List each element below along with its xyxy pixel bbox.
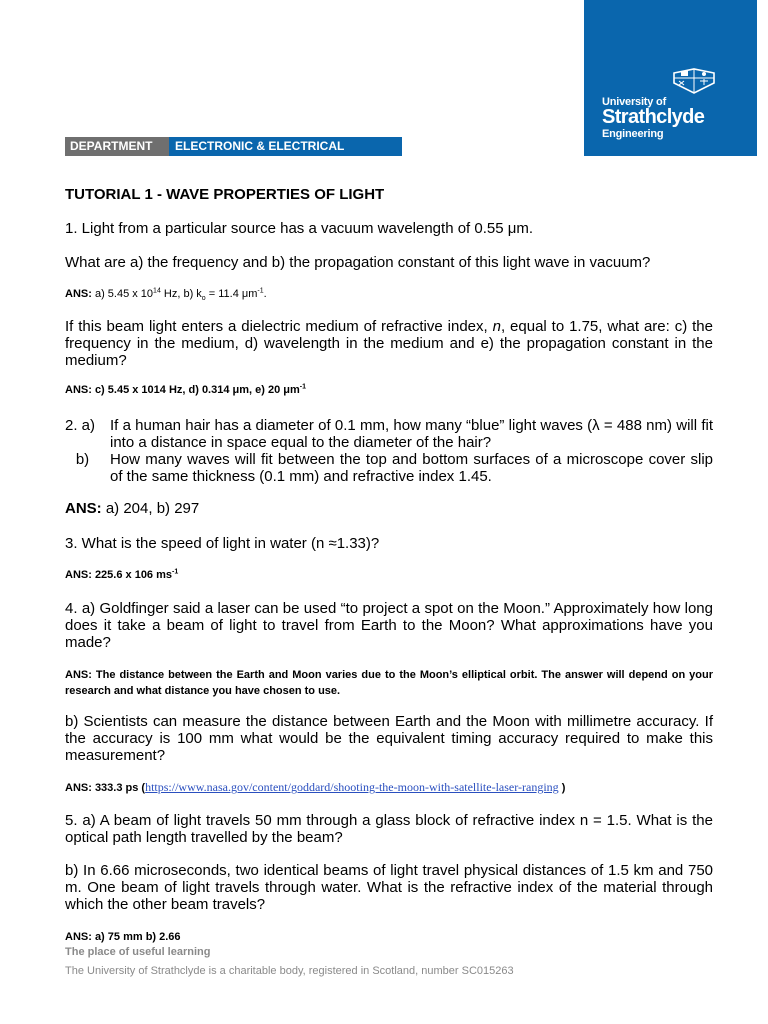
q1-answer-label: ANS:: [65, 288, 92, 300]
q4-b-answer: [65, 779, 713, 796]
q3-text: 3. What is the speed of light in water (n ≈1.33)?: [65, 535, 380, 552]
logo-line-2: Strathclyde: [602, 106, 705, 128]
nasa-link[interactable]: https://www.nasa.gov/content/goddard/shooting-the-moon-with-satellite-laser-ranging: [145, 780, 559, 794]
footer-tagline: The place of useful learning: [65, 946, 211, 958]
q1-answer: [65, 286, 713, 302]
q3-answer-text: ANS: 225.6 x 106 ms: [65, 569, 173, 581]
q1-part2-answer-text: ANS: c) 5.45 x 1014 Hz, d) 0.314 μm, e) 20 μm: [65, 384, 300, 396]
q5-b-text: b) In 6.66 microseconds, two identical beams of light travel physical distances of 1.5 km and 750 m. One beam of light travels through water. What is the refractive index of the material through which the other beam travels?: [65, 862, 713, 913]
footer-charity-notice: The University of Strathclyde is a charitable body, registered in Scotland, number SC015263: [65, 965, 514, 977]
q2-answer-label: ANS:: [65, 500, 102, 517]
university-logo: [584, 0, 757, 156]
department-name: ELECTRONIC & ELECTRICAL ENGINEERING: [169, 137, 402, 156]
q2-part-b: [65, 451, 713, 485]
q1-part2: [65, 318, 713, 369]
page-title: TUTORIAL 1 - WAVE PROPERTIES OF LIGHT: [65, 186, 385, 203]
q5-a-text: 5. a) A beam of light travels 50 mm through a glass block of refractive index n = 1.5. What is the optical path length travelled by the beam?: [65, 812, 713, 846]
q2-part-a: [65, 417, 713, 451]
q1-answer-a: a) 5.45 x 10: [91, 288, 154, 300]
q2-b-label: b): [75, 451, 90, 468]
crest-icon: [666, 67, 722, 95]
q1-answer-a-post: Hz, b) k: [160, 288, 202, 300]
department-label: DEPARTMENT OF: [65, 137, 169, 156]
q1-answer-b: = 11.4 μm: [205, 288, 258, 300]
department-banner: [65, 137, 402, 172]
logo-line-3: Engineering: [602, 128, 664, 140]
q5-answer: ANS: a) 75 mm b) 2.66: [65, 931, 181, 943]
q2-answer: [65, 500, 713, 517]
q1-answer-b-exp: -1: [257, 287, 264, 295]
q2-b-text: How many waves will fit between the top and bottom surfaces of a microscope cover slip of the same thickness (0.1 mm) and refractive index 1.45.: [110, 451, 713, 485]
q3-answer-exp: -1: [172, 568, 179, 576]
q1-part2-n: n: [492, 318, 501, 335]
q1-answer-a-exp: 14: [153, 287, 161, 295]
q4-b-answer-pre: ANS: 333.3 ps (: [65, 782, 146, 794]
q1-part2-answer-exp: -1: [299, 383, 307, 391]
q4-b-answer-post: ): [558, 782, 566, 794]
q3-answer: [65, 567, 713, 583]
q4-a-text: 4. a) Goldfinger said a laser can be used “to project a spot on the Moon.” Approximately how long does it take a beam of light to travel from Earth to the Moon? What approximations have you made?: [65, 600, 713, 651]
q2-a-text: If a human hair has a diameter of 0.1 mm, how many “blue” light waves (λ = 488 nm) will fit into a distance in space equal to the diameter of the hair?: [110, 417, 713, 451]
q1-part2-post: , equal to 1.75, what are: c) the frequency in the medium, d) wavelength in the medium and e) the propagation constant in the medium?: [65, 318, 713, 369]
q2-a-label: 2. a): [65, 417, 96, 434]
q2-answer-text: a) 204, b) 297: [101, 500, 200, 517]
q4-b-text: b) Scientists can measure the distance between Earth and the Moon with millimetre accuracy. If the accuracy is 100 mm what would be the equivalent timing accuracy required to make this measurement?: [65, 713, 713, 764]
q1-intro: 1. Light from a particular source has a vacuum wavelength of 0.55 μm.: [65, 220, 534, 237]
q4-a-answer: ANS: The distance between the Earth and Moon varies due to the Moon’s elliptical orbit. The answer will depend on your research and what distance you have chosen to use.: [65, 669, 713, 697]
q1-answer-k-sub: o: [201, 295, 206, 303]
q1-part2-answer: [65, 382, 713, 398]
q1-answer-end: .: [263, 288, 267, 300]
q1-part2-pre: If this beam light enters a dielectric medium of refractive index,: [65, 318, 493, 335]
logo-line-1: University of: [602, 96, 667, 108]
q1-question: What are a) the frequency and b) the propagation constant of this light wave in vacuum?: [65, 254, 651, 271]
